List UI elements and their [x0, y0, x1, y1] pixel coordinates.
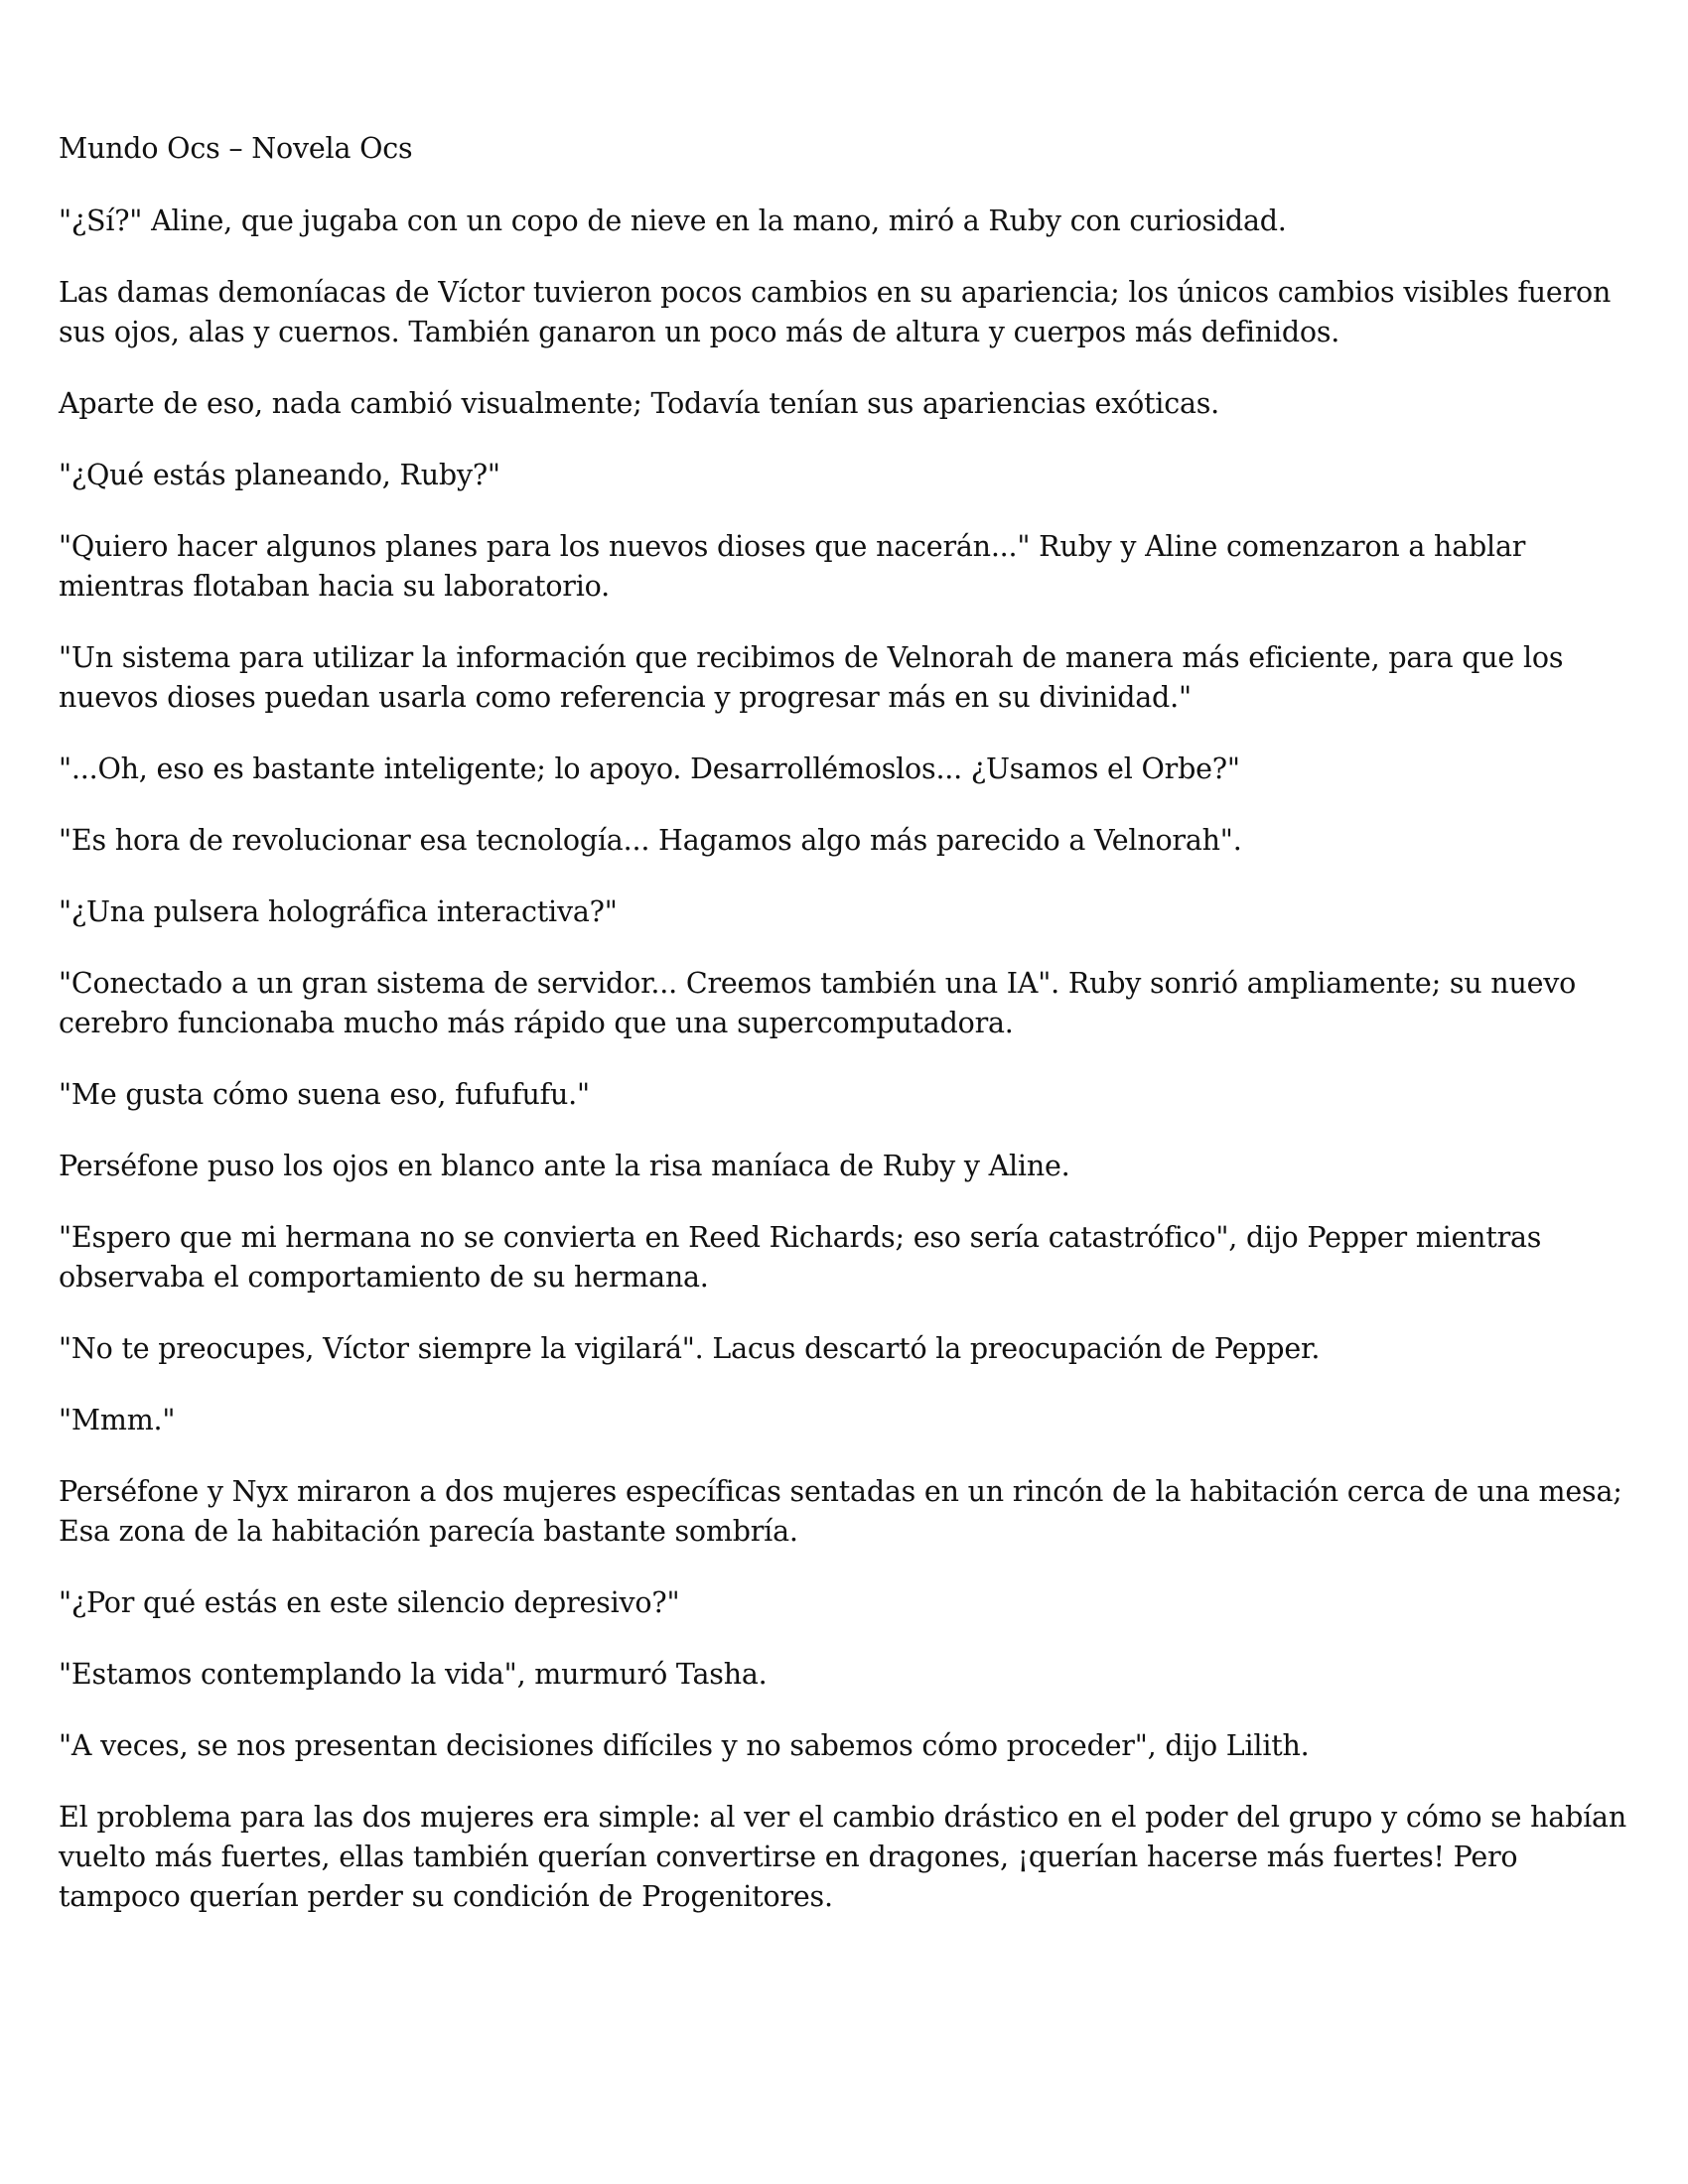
paragraph-6: "Un sistema para utilizar la información que recibimos de Velnorah de manera más eficiente, para que los nuevos dioses puedan usarla como referencia y progresar más en su divinidad." [59, 641, 1564, 714]
paragraph-20: El problema para las dos mujeres era simple: al ver el cambio drástico en el poder del grupo y cómo se habían vuelto más fuertes, ellas también querían convertirse en dragones, ¡querían hacerse más fuertes! Pero tampoco querían perder su condición de Progenitores. [59, 1801, 1627, 1913]
paragraph-15: "Mmm." [59, 1404, 176, 1436]
paragraph-4: "¿Qué estás planeando, Ruby?" [59, 459, 500, 491]
paragraph-12: Perséfone puso los ojos en blanco ante la risa maníaca de Ruby y Aline. [59, 1150, 1070, 1182]
paragraph-7: "...Oh, eso es bastante inteligente; lo apoyo. Desarrollémoslos... ¿Usamos el Orbe?" [59, 752, 1240, 785]
paragraph-17: "¿Por qué estás en este silencio depresivo?" [59, 1586, 680, 1619]
paragraph-2: Las damas demoníacas de Víctor tuvieron pocos cambios en su apariencia; los únicos cambios visibles fueron sus ojos, alas y cuernos. También ganaron un poco más de altura y cuerpos más definidos. [59, 276, 1612, 348]
paragraph-18: "Estamos contemplando la vida", murmuró Tasha. [59, 1658, 768, 1691]
paragraph-11: "Me gusta cómo suena eso, fufufufu." [59, 1078, 590, 1111]
paragraph-10: "Conectado a un gran sistema de servidor... Creemos también una IA". Ruby sonrió ampliamente; su nuevo cerebro funcionaba mucho más rápido que una supercomputadora. [59, 967, 1577, 1039]
paragraph-8: "Es hora de revolucionar esa tecnología... Hagamos algo más parecido a Velnorah". [59, 824, 1242, 857]
document-header: Mundo Ocs – Novela Ocs [59, 132, 413, 165]
paragraph-3: Aparte de eso, nada cambió visualmente; Todavía tenían sus apariencias exóticas. [59, 387, 1220, 420]
paragraph-19: "A veces, se nos presentan decisiones difíciles y no sabemos cómo proceder", dijo Lilith. [59, 1729, 1310, 1762]
paragraph-9: "¿Una pulsera holográfica interactiva?" [59, 895, 618, 928]
paragraph-16: Perséfone y Nyx miraron a dos mujeres específicas sentadas en un rincón de la habitación cerca de una mesa; Esa zona de la habitación parecía bastante sombría. [59, 1475, 1622, 1548]
paragraph-13: "Espero que mi hermana no se convierta en Reed Richards; eso sería catastrófico", dijo Pepper mientras observaba el comportamiento de su hermana. [59, 1221, 1542, 1294]
paragraph-5: "Quiero hacer algunos planes para los nuevos dioses que nacerán..." Ruby y Aline comenzaron a hablar mientras flotaban hacia su laboratorio. [59, 530, 1526, 603]
document-body [59, 129, 1647, 1949]
paragraph-14: "No te preocupes, Víctor siempre la vigilará". Lacus descartó la preocupación de Pepper. [59, 1332, 1321, 1365]
paragraph-1: "¿Sí?" Aline, que jugaba con un copo de nieve en la mano, miró a Ruby con curiosidad. [59, 205, 1287, 237]
